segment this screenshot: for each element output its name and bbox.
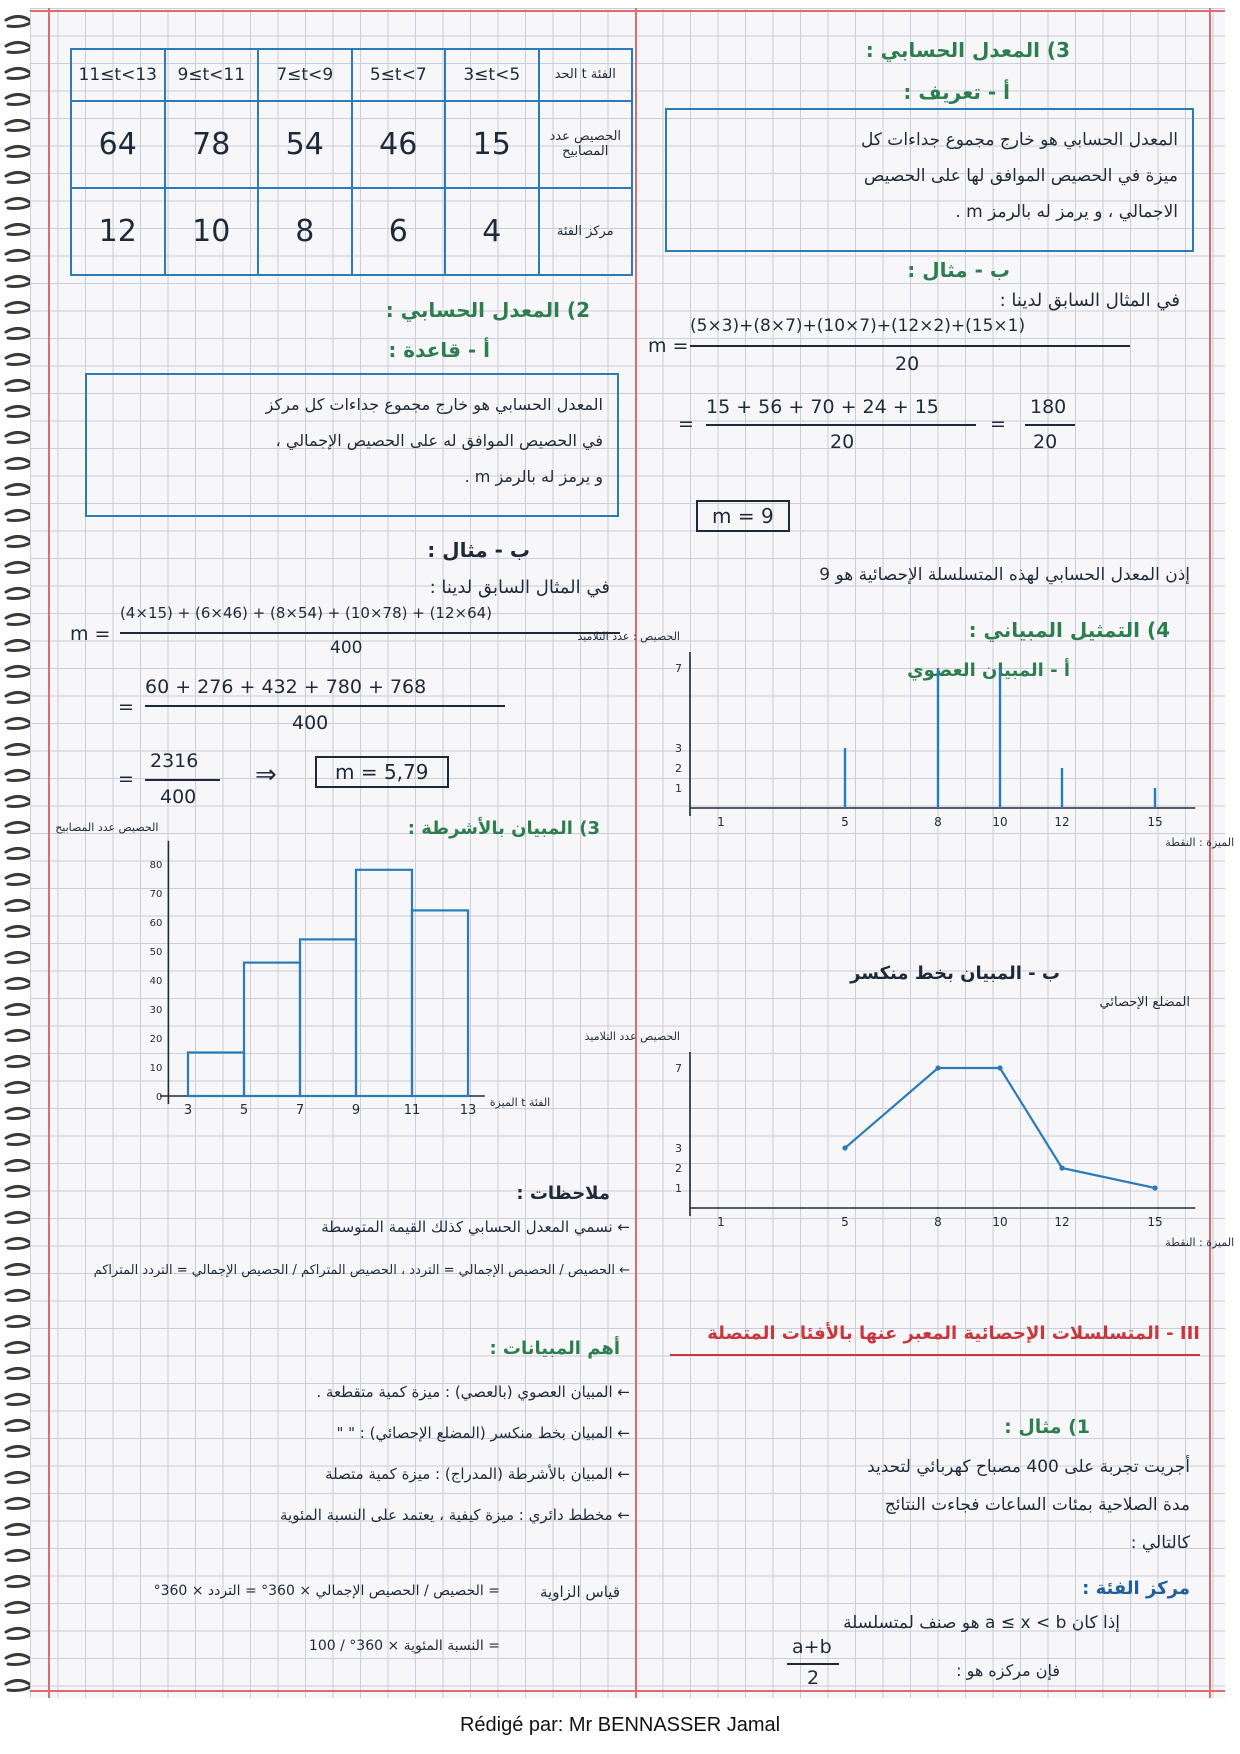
- table-cell: 6: [352, 188, 446, 275]
- margin-line-top: [30, 10, 1225, 12]
- spiral-ring: [6, 692, 32, 702]
- spiral-ring: [6, 1186, 32, 1196]
- spiral-ring: [6, 874, 32, 884]
- spiral-ring: [6, 770, 32, 780]
- spiral-ring: [6, 68, 32, 78]
- histogram-bar: [412, 910, 468, 1096]
- spiral-ring: [6, 380, 32, 390]
- spiral-ring: [6, 1550, 32, 1560]
- example-title: 1) مثال :: [1004, 1416, 1090, 1438]
- spiral-ring: [6, 406, 32, 416]
- table-header: مركز الفئة: [539, 188, 633, 275]
- spiral-ring: [6, 1394, 32, 1404]
- rule-line: و يرمز له بالرمز m .: [464, 467, 603, 486]
- center-text: إذا كان a ≤ x < b هو صنف لمتسلسلة: [843, 1613, 1120, 1633]
- x-tick-label: 5: [841, 815, 849, 829]
- spiral-ring: [6, 510, 32, 520]
- spiral-ring: [6, 1212, 32, 1222]
- note-line: ← نسمي المعدل الحسابي كذلك القيمة المتوسطة: [321, 1218, 630, 1236]
- spiral-ring: [6, 744, 32, 754]
- spiral-ring: [6, 1654, 32, 1664]
- section-title: 2) المعدل الحسابي :: [385, 298, 590, 322]
- spiral-ring: [6, 1238, 32, 1248]
- spiral-ring: [6, 796, 32, 806]
- example-intro: في المثال السابق لدينا :: [429, 577, 610, 598]
- mean-label: m =: [70, 623, 111, 645]
- spiral-ring: [6, 276, 32, 286]
- table-cell: 11≤t<13: [71, 49, 165, 101]
- polygon-subtitle: المضلع الإحصائي: [1099, 995, 1190, 1010]
- example-intro: في المثال السابق لدينا :: [999, 290, 1180, 311]
- implies-arrow: ⇒: [255, 760, 277, 790]
- fraction-bar: [145, 705, 505, 707]
- formula-numerator: (5×3)+(8×7)+(10×7)+(12×2)+(15×1): [690, 316, 1026, 336]
- x-tick-label: 9: [351, 1103, 361, 1118]
- angle-formula: = الحصيص / الحصيص الإجمالي × 360° = التردد × 360°: [153, 1583, 500, 1599]
- spiral-ring: [6, 354, 32, 364]
- table-cell: 78: [165, 101, 259, 188]
- spiral-ring: [6, 1446, 32, 1456]
- data-point: [1152, 1185, 1157, 1190]
- definition-line: الاجمالي ، و يرمز له بالرمز m .: [955, 202, 1178, 222]
- graph-type-line: ← المبيان العصوي (بالعصي) : ميزة كمية متقطعة .: [316, 1383, 630, 1401]
- y-tick-label: 2: [675, 1162, 682, 1175]
- spiral-ring: [6, 1290, 32, 1300]
- x-tick-label: 5: [841, 1215, 849, 1229]
- spiral-ring: [6, 120, 32, 130]
- table-row: [71, 101, 632, 188]
- x-axis-label: الميزة : النقطة: [1165, 836, 1235, 849]
- section-title: 3) المبيان بالأشرطة :: [407, 818, 600, 839]
- y-tick-label: 7: [675, 1062, 682, 1075]
- table-cell: 7≤t<9: [258, 49, 352, 101]
- definition-line: ميزة في الحصيص الموافق لها على الحصيص: [863, 166, 1178, 186]
- spiral-ring: [6, 588, 32, 598]
- spiral-ring: [6, 1160, 32, 1170]
- x-tick-label: 13: [459, 1103, 477, 1118]
- example-line: كالتالي :: [1130, 1533, 1190, 1553]
- center-text: فإن مركزه هو :: [956, 1661, 1060, 1680]
- rule-line: المعدل الحسابي هو خارج مجموع جداءات كل مركز: [265, 395, 603, 414]
- histogram-bar: [356, 870, 412, 1096]
- spiral-ring: [6, 1342, 32, 1352]
- spiral-ring: [6, 718, 32, 728]
- definition-title: أ - تعريف :: [903, 80, 1010, 104]
- y-tick-label: 1: [675, 1182, 682, 1195]
- example-title: ب - مثال :: [907, 258, 1010, 282]
- x-tick-label: 8: [934, 1215, 942, 1229]
- spiral-ring: [6, 562, 32, 572]
- graphs-title: أهم المبيانات :: [489, 1338, 620, 1359]
- spiral-ring: [6, 1602, 32, 1612]
- margin-line-left: [48, 8, 50, 1698]
- histogram-bar: [188, 1053, 244, 1097]
- mean-label: m =: [648, 335, 689, 357]
- line-chart: [584, 1030, 1235, 1348]
- x-tick-label: 10: [992, 815, 1008, 829]
- rule-line: في الحصيص الموافق له على الحصيص الإجمالي ،: [275, 431, 603, 450]
- section-title: III - المتسلسلات الإحصائية المعبر عنها بالأفئات المتصلة: [670, 1318, 1200, 1356]
- mean-result-box: m = 5,79: [315, 756, 449, 788]
- x-tick-label: 8: [934, 815, 942, 829]
- spiral-ring: [6, 172, 32, 182]
- margin-line-bottom: [30, 1690, 1225, 1692]
- rule-title: أ - قاعدة :: [388, 338, 490, 362]
- fraction-bar: [706, 424, 976, 426]
- y-tick-label: 40: [149, 976, 163, 987]
- y-tick-label: 2: [675, 762, 682, 775]
- y-tick-label: 3: [675, 1142, 682, 1155]
- spiral-ring: [6, 536, 32, 546]
- spiral-ring: [6, 1628, 32, 1638]
- center-title: مركز الفئة :: [1082, 1578, 1190, 1599]
- equals-sign: =: [678, 413, 694, 435]
- spiral-ring: [6, 146, 32, 156]
- equals-sign: =: [990, 413, 1006, 435]
- spiral-ring: [6, 94, 32, 104]
- table-cell: 4: [445, 188, 539, 275]
- spiral-ring: [6, 848, 32, 858]
- x-tick-label: 5: [239, 1103, 249, 1118]
- spiral-ring: [6, 666, 32, 676]
- x-tick-label: 12: [1054, 815, 1070, 829]
- result-numerator: 180: [1030, 396, 1067, 418]
- graph-type-line: ← المبيان بخط منكسر (المضلع الإحصائي) : " ": [336, 1424, 630, 1442]
- histogram-chart: [55, 818, 635, 1128]
- spiral-ring: [6, 1004, 32, 1014]
- subsection-title: ب - المبيان بخط منكسر: [850, 963, 1060, 984]
- formula-numerator: 15 + 56 + 70 + 24 + 15: [706, 396, 939, 418]
- spiral-ring: [6, 1576, 32, 1586]
- definition-text: [667, 110, 1192, 242]
- spiral-ring: [6, 926, 32, 936]
- series-line: [845, 1068, 1155, 1188]
- spiral-ring: [6, 1108, 32, 1118]
- table-cell: 5≤t<7: [352, 49, 446, 101]
- y-tick-label: 3: [675, 742, 682, 755]
- rule-text: [87, 375, 617, 507]
- x-axis-label: الميزة : النقطة: [1165, 1236, 1235, 1249]
- rule-box: [85, 373, 619, 517]
- fraction-bar: [1025, 424, 1075, 426]
- y-tick-label: 50: [149, 947, 163, 958]
- spiral-ring: [6, 328, 32, 338]
- result-numerator: 2316: [150, 750, 199, 772]
- x-axis-label: الميزة t الفئة: [489, 1096, 551, 1109]
- center-denominator: 2: [807, 1667, 820, 1689]
- formula-numerator: 60 + 276 + 432 + 780 + 768: [145, 676, 427, 698]
- notebook-sheet: [30, 8, 1235, 1698]
- spiral-ring: [6, 458, 32, 468]
- x-tick-label: 15: [1147, 815, 1163, 829]
- spiral-ring: [6, 1316, 32, 1326]
- subsection-title: أ - المبيان العصوي: [907, 660, 1070, 681]
- table-header: الفئة t الحد: [539, 49, 633, 101]
- table-cell: 15: [445, 101, 539, 188]
- frequency-table: [70, 48, 633, 276]
- table-header: الحصيص عدد المصابيح: [539, 101, 633, 188]
- fraction-bar: [787, 1663, 839, 1665]
- y-tick-label: 70: [149, 889, 163, 900]
- definition-line: المعدل الحسابي هو خارج مجموع جداءات كل: [860, 130, 1178, 150]
- spiral-ring: [6, 42, 32, 52]
- spiral-ring: [6, 1680, 32, 1690]
- spiral-ring: [6, 302, 32, 312]
- data-point: [997, 1065, 1002, 1070]
- x-tick-label: 12: [1054, 1215, 1070, 1229]
- x-tick-label: 15: [1147, 1215, 1163, 1229]
- spiral-ring: [6, 1524, 32, 1534]
- center-numerator: a+b: [792, 1636, 832, 1658]
- conclusion-text: إذن المعدل الحسابي لهذه المتسلسلة الإحصائية هو 9: [819, 565, 1190, 585]
- y-axis-label: الحصيص عدد المصابيح: [55, 820, 159, 834]
- spiral-ring: [6, 432, 32, 442]
- data-point: [935, 1065, 940, 1070]
- example-title: ب - مثال :: [427, 538, 530, 562]
- spiral-ring: [6, 1498, 32, 1508]
- definition-box: [665, 108, 1194, 252]
- spiral-ring: [6, 1082, 32, 1092]
- x-tick-label: 1: [717, 1215, 725, 1229]
- equals-sign: =: [118, 768, 134, 790]
- data-point: [842, 1145, 847, 1150]
- equals-sign: =: [118, 696, 134, 718]
- table-cell: 64: [71, 101, 165, 188]
- y-tick-label: 80: [149, 860, 163, 871]
- spiral-ring: [6, 1030, 32, 1040]
- table-cell: 3≤t<5: [445, 49, 539, 101]
- histogram-bar: [244, 963, 300, 1096]
- formula-denominator: 20: [895, 353, 920, 375]
- angle-formula: = النسبة المئوية × 360° / 100: [308, 1638, 500, 1654]
- fraction-bar: [690, 345, 1130, 347]
- spiral-ring: [6, 1056, 32, 1066]
- formula-denominator: 400: [330, 638, 363, 658]
- fraction-bar: [145, 779, 220, 781]
- spiral-ring: [6, 484, 32, 494]
- table-row: [71, 188, 632, 275]
- graph-type-line: ← المبيان بالأشرطة (المدراج) : ميزة كمية متصلة: [325, 1465, 630, 1483]
- x-tick-label: 7: [295, 1103, 305, 1118]
- table-cell: 10: [165, 188, 259, 275]
- formula-denominator: 20: [830, 431, 855, 453]
- spiral-ring: [6, 1134, 32, 1144]
- x-tick-label: 3: [183, 1103, 193, 1118]
- x-tick-label: 10: [992, 1215, 1008, 1229]
- y-tick-label: 60: [149, 918, 163, 929]
- section-title: 3) المعدل الحسابي :: [865, 38, 1070, 62]
- spiral-ring: [6, 16, 32, 26]
- y-tick-label: 0: [156, 1092, 163, 1103]
- spiral-ring: [6, 198, 32, 208]
- x-tick-label: 1: [717, 815, 725, 829]
- notes-title: ملاحظات :: [516, 1183, 610, 1204]
- spiral-ring: [6, 1264, 32, 1274]
- y-tick-label: 1: [675, 782, 682, 795]
- section-title: 4) التمثيل المبياني :: [968, 618, 1170, 642]
- fraction-bar: [120, 632, 620, 634]
- table-cell: 8: [258, 188, 352, 275]
- spiral-ring: [6, 900, 32, 910]
- data-point: [1059, 1165, 1064, 1170]
- y-tick-label: 20: [149, 1034, 163, 1045]
- formula-numerator: (4×15) + (6×46) + (8×54) + (10×78) + (12×64): [120, 604, 493, 622]
- table-row: [71, 49, 632, 101]
- formula-denominator: 400: [292, 712, 329, 734]
- y-tick-label: 30: [149, 1005, 163, 1016]
- y-tick-label: 10: [149, 1063, 163, 1074]
- result-denominator: 400: [160, 786, 197, 808]
- spiral-ring: [6, 978, 32, 988]
- example-text: [670, 1448, 1190, 1562]
- spiral-ring: [6, 1368, 32, 1378]
- y-axis-label: الحصيص عدد التلاميذ: [584, 1030, 680, 1043]
- table-cell: 54: [258, 101, 352, 188]
- spiral-ring: [6, 224, 32, 234]
- spiral-ring: [6, 614, 32, 624]
- mean-result-box: m = 9: [696, 500, 790, 532]
- graph-type-line: ← مخطط دائري : ميزة كيفية ، يعتمد على النسبة المئوية: [280, 1506, 630, 1524]
- column-divider: [635, 8, 637, 1698]
- table-cell: 9≤t<11: [165, 49, 259, 101]
- example-line: أجريت تجربة على 400 مصباح كهربائي لتحديد: [867, 1457, 1190, 1477]
- angle-formula-label: قياس الزاوية: [540, 1583, 620, 1601]
- footer-credit: Rédigé par: Mr BENNASSER Jamal: [459, 1714, 781, 1736]
- spiral-ring: [6, 250, 32, 260]
- x-tick-label: 11: [403, 1103, 421, 1118]
- spiral-ring: [6, 822, 32, 832]
- histogram-bar: [300, 939, 356, 1096]
- y-axis-label: الحصيص : عدد التلاميذ: [577, 630, 680, 643]
- note-line: ← الحصيص / الحصيص الإجمالي = التردد ، الحصيص المتراكم / الحصيص الإجمالي = التردد المتراكم: [93, 1263, 630, 1278]
- table-cell: 12: [71, 188, 165, 275]
- y-tick-label: 7: [675, 662, 682, 675]
- result-denominator: 20: [1033, 431, 1058, 453]
- spiral-ring: [6, 640, 32, 650]
- spiral-ring: [6, 1472, 32, 1482]
- example-line: مدة الصلاحية بمئات الساعات فجاءت النتائج: [884, 1495, 1190, 1515]
- spiral-ring: [6, 1420, 32, 1430]
- spiral-ring: [6, 952, 32, 962]
- table-cell: 46: [352, 101, 446, 188]
